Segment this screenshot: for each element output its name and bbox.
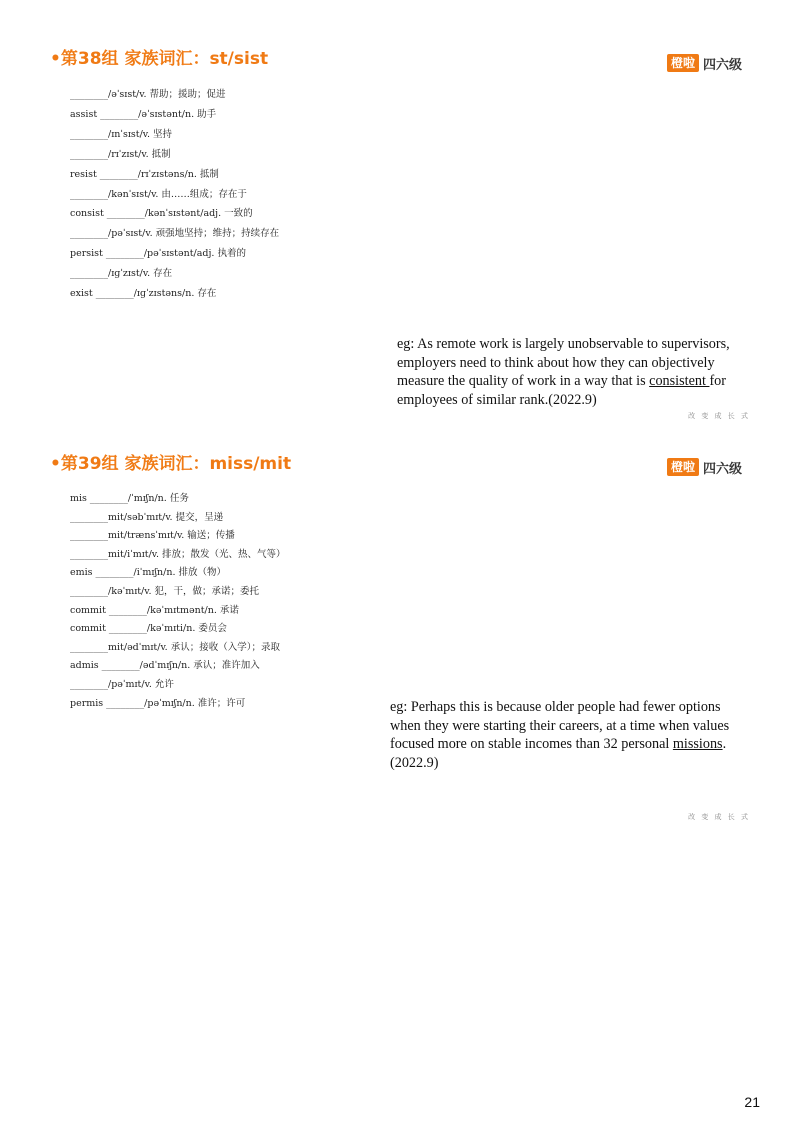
fill-blank[interactable]: ________	[70, 148, 108, 160]
word-row	[70, 247, 246, 260]
brand-text: 四六级	[702, 461, 742, 477]
word-row	[70, 585, 259, 598]
word-definition: /ɪɡˈzɪst/v. 存在	[108, 268, 173, 280]
section1-footer: 改 变 成 长 式	[688, 412, 750, 420]
word-row	[70, 566, 226, 579]
word-definition: mit/səbˈmɪt/v. 提交，呈递	[108, 511, 224, 523]
word-prefix: assist	[70, 108, 98, 120]
word-prefix: mis	[70, 493, 87, 504]
word-definition: /əˈsɪst/v. 帮助；援助；促进	[108, 89, 226, 100]
word-definition: mit/trænsˈmɪt/v. 输送；传播	[108, 530, 235, 542]
brand-logo-2	[667, 458, 742, 476]
example1-text: eg: As remote work is largely unobservable to supervisors, employers need to think about how they can objectively measure the quality of work in a way that is	[397, 336, 730, 389]
fill-blank[interactable]: ________	[101, 660, 140, 672]
word-definition: /pəˈsɪstənt/adj. 执着的	[143, 248, 246, 260]
word-prefix: commit	[70, 604, 106, 616]
word-row	[70, 168, 219, 181]
word-definition: /kənˈsɪst/v. 由……组成；存在于	[108, 188, 247, 200]
fill-blank[interactable]: ________	[108, 623, 147, 635]
section2-footer: 改 变 成 长 式	[688, 813, 750, 821]
word-prefix: commit	[70, 623, 106, 635]
fill-blank[interactable]: ________	[95, 567, 134, 579]
word-row	[70, 641, 280, 654]
word-row	[70, 604, 239, 617]
word-definition: /kəˈmɪti/n. 委员会	[146, 623, 227, 635]
word-prefix: admis	[70, 660, 99, 672]
example1-tail: for employees of similar rank.(2022.9)	[397, 373, 726, 408]
brand-tag: 橙啦	[667, 458, 699, 476]
word-row	[70, 659, 260, 672]
brand-text: 四六级	[702, 57, 742, 73]
word-definition: mit/ədˈmɪt/v. 承认；接收（入学）；录取	[108, 641, 280, 653]
word-row	[70, 108, 216, 121]
word-prefix: consist	[70, 208, 104, 220]
word-definition: /ɪɡˈzɪstəns/n. 存在	[133, 288, 217, 299]
fill-blank[interactable]: ________	[106, 208, 145, 220]
word-row	[70, 529, 235, 542]
fill-blank[interactable]: ________	[95, 288, 134, 299]
fill-blank[interactable]: ________	[70, 128, 108, 140]
fill-blank[interactable]: ________	[99, 168, 138, 180]
word-row	[70, 548, 286, 561]
word-definition: /rɪˈzɪstəns/n. 抵制	[137, 168, 219, 180]
word-definition: /kəˈmɪt/v. 犯，干，做；承诺；委托	[108, 586, 260, 597]
word-prefix: resist	[70, 168, 97, 180]
section1-example	[397, 335, 742, 409]
word-row	[70, 128, 172, 141]
word-definition: /ɪnˈsɪst/v. 坚持	[108, 128, 173, 140]
word-definition: /kəˈmɪtmənt/n. 承诺	[146, 604, 239, 616]
fill-blank[interactable]: ________	[70, 530, 108, 542]
word-definition: /pəˈmɪʃn/n. 准许；许可	[144, 697, 246, 709]
section2-title: •第39组 家族词汇：miss/mit	[50, 454, 292, 474]
example1-underlined: consistent	[649, 373, 710, 389]
word-row	[70, 287, 216, 300]
fill-blank[interactable]: ________	[70, 586, 108, 597]
page-number: 21	[744, 1094, 760, 1110]
fill-blank[interactable]: ________	[100, 108, 139, 120]
word-row	[70, 511, 223, 524]
brand-logo	[667, 54, 742, 72]
word-row	[70, 678, 174, 691]
word-row	[70, 227, 279, 240]
word-definition: /kənˈsɪstənt/adj. 一致的	[144, 208, 253, 220]
example2-underlined: missions	[672, 736, 723, 752]
fill-blank[interactable]: ________	[70, 641, 108, 653]
word-prefix: exist	[70, 288, 93, 299]
word-row	[70, 622, 227, 635]
example2-text: eg: Perhaps this is because older people had fewer options when they were starting their careers, at a time when values focused more on stable incomes than 32 personal	[390, 699, 730, 752]
brand-tag: 橙啦	[667, 54, 699, 72]
section1-title: •第38组 家族词汇：st/sist	[50, 49, 269, 69]
word-prefix: persist	[70, 248, 103, 260]
word-prefix: permis	[70, 697, 104, 709]
word-definition: /əˈsɪstənt/n. 助手	[138, 108, 217, 120]
word-row	[70, 697, 245, 710]
fill-blank[interactable]: ________	[70, 511, 108, 523]
word-prefix: emis	[70, 567, 93, 579]
word-definition: /ədˈmɪʃn/n. 承认；准许加入	[139, 660, 260, 672]
fill-blank[interactable]: ________	[70, 89, 108, 100]
fill-blank[interactable]: ________	[70, 548, 108, 560]
fill-blank[interactable]: ________	[70, 679, 108, 690]
section2-example	[390, 698, 735, 772]
fill-blank[interactable]: ________	[70, 228, 108, 240]
word-definition: /pəˈmɪt/v. 允许	[108, 679, 174, 690]
word-definition: /iˈmɪʃn/n. 排放（物）	[133, 567, 227, 579]
fill-blank[interactable]: ________	[105, 248, 144, 260]
fill-blank[interactable]: ________	[89, 493, 128, 504]
word-row	[70, 148, 171, 161]
fill-blank[interactable]: ________	[70, 268, 108, 280]
word-row	[70, 267, 172, 280]
word-definition: /pəˈsɪst/v. 顽强地坚持；维持；持续存在	[108, 228, 280, 240]
word-row	[70, 88, 226, 101]
word-definition: /rɪˈzɪst/v. 抵制	[108, 148, 171, 160]
word-definition: /ˈmɪʃn/n. 任务	[127, 493, 189, 504]
fill-blank[interactable]: ________	[70, 188, 108, 200]
word-row	[70, 188, 247, 201]
word-row	[70, 492, 189, 505]
example2-tail: .(2022.9)	[390, 736, 727, 771]
word-definition: mit/iˈmɪt/v. 排放；散发（光、热、气等）	[108, 548, 286, 560]
fill-blank[interactable]: ________	[108, 604, 147, 616]
word-row	[70, 207, 253, 220]
fill-blank[interactable]: ________	[106, 697, 145, 709]
